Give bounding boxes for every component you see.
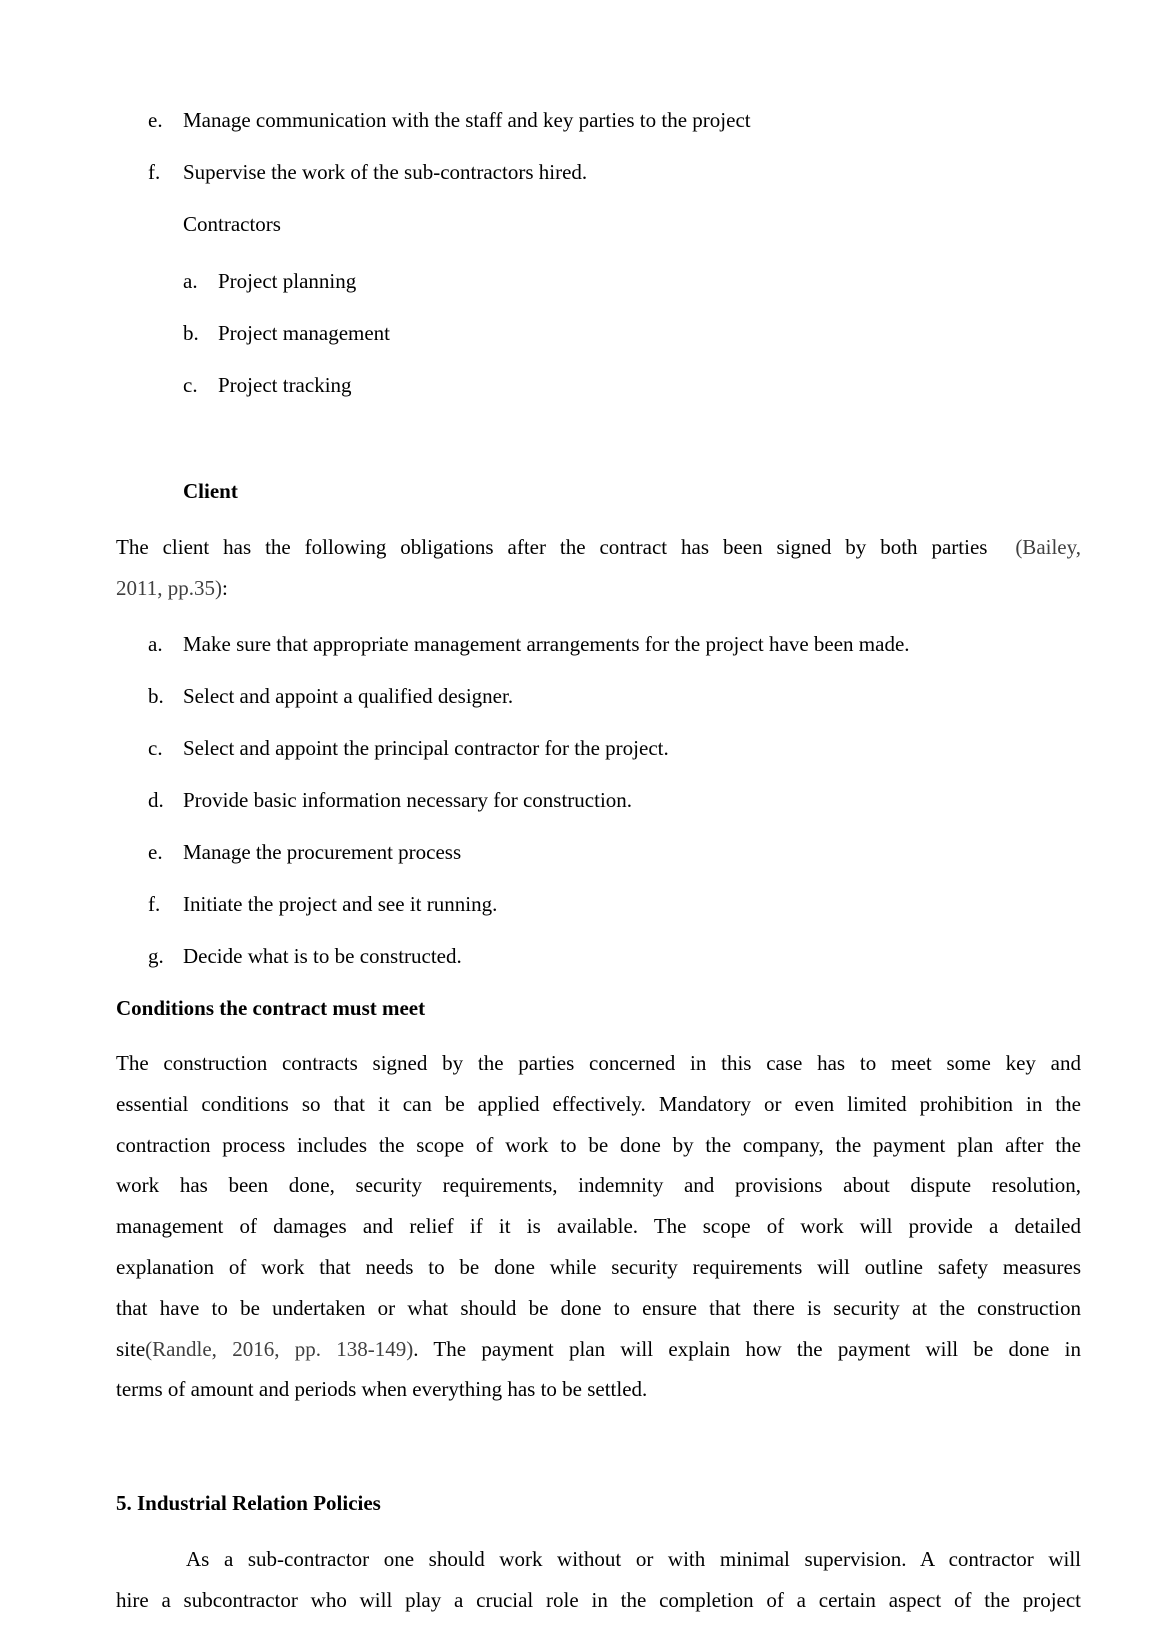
list-marker: f. xyxy=(148,892,161,916)
citation: (Bailey, xyxy=(1015,535,1082,559)
paragraph-line xyxy=(116,568,1081,609)
list-item: Manage communication with the staff and key parties to the project xyxy=(183,108,751,132)
paragraph-line xyxy=(116,1369,1081,1410)
paragraph-line xyxy=(116,1247,1081,1288)
citation: (Randle, 2016, pp. 138-149) xyxy=(145,1336,414,1361)
industrial-paragraph xyxy=(116,1539,1081,1621)
list-item: Provide basic information necessary for construction. xyxy=(183,788,633,812)
list-item: Select and appoint a qualified designer. xyxy=(183,684,514,708)
paragraph-line xyxy=(116,1125,1081,1166)
list-marker: e. xyxy=(148,108,163,132)
list-item: Project tracking xyxy=(218,373,352,397)
paragraph-line xyxy=(116,1288,1081,1329)
list-marker: f. xyxy=(148,160,161,184)
list-item: Project planning xyxy=(218,269,357,293)
paragraph-text: The client has the following obligations after the contract has been signed by both parties xyxy=(116,535,988,559)
list-marker: e. xyxy=(148,840,163,864)
paragraph-text: explanation of work that needs to be done while security requirements will outline safety measures xyxy=(116,1254,1081,1279)
paragraph-text: . The payment plan will explain how the payment will be done in xyxy=(413,1336,1081,1361)
list-item: Select and appoint the principal contractor for the project. xyxy=(183,736,669,760)
paragraph-text: hire a subcontractor who will play a crucial role in the completion of a certain aspect of the project xyxy=(116,1587,1081,1612)
paragraph-text: As a sub-contractor one should work without or with minimal supervision. A contractor will xyxy=(186,1547,1081,1571)
paragraph-text: site xyxy=(116,1336,146,1361)
list-item: Project management xyxy=(218,321,391,345)
paragraph-text: that have to be undertaken or what should be done to ensure that there is security at the construction xyxy=(116,1295,1081,1320)
paragraph-line xyxy=(116,1580,1081,1621)
paragraph-line xyxy=(116,1329,1081,1370)
list-marker: b. xyxy=(183,321,199,345)
paragraph-line xyxy=(116,1206,1081,1247)
paragraph-line xyxy=(116,1043,1081,1084)
conditions-heading: Conditions the contract must meet xyxy=(116,996,426,1020)
list-marker: a. xyxy=(183,269,198,293)
list-item: Decide what is to be constructed. xyxy=(183,944,462,968)
list-item: Manage the procurement process xyxy=(183,840,462,864)
paragraph-text: management of damages and relief if it is available. The scope of work will provide a detailed xyxy=(116,1214,1081,1239)
list-marker: d. xyxy=(148,788,164,812)
paragraph-text: terms of amount and periods when everything has to be settled. xyxy=(116,1377,648,1402)
list-marker: g. xyxy=(148,944,164,968)
list-item: Initiate the project and see it running. xyxy=(183,892,498,916)
citation: 2011, pp.35) xyxy=(116,575,222,600)
list-item: Supervise the work of the sub-contractors hired. xyxy=(183,160,588,184)
paragraph-text: work has been done, security requirements, indemnity and provisions about dispute resolution, xyxy=(116,1173,1081,1198)
section-heading: 5. Industrial Relation Policies xyxy=(116,1491,381,1515)
list-marker: a. xyxy=(148,632,163,656)
paragraph-line xyxy=(116,1539,1081,1580)
client-heading: Client xyxy=(183,479,238,503)
list-marker: c. xyxy=(183,373,198,397)
list-marker: b. xyxy=(148,684,164,708)
paragraph-line xyxy=(116,1165,1081,1206)
paragraph-text: essential conditions so that it can be applied effectively. Mandatory or even limited prohibition in the xyxy=(116,1091,1081,1116)
paragraph-text: The construction contracts signed by the parties concerned in this case has to meet some key and xyxy=(116,1051,1081,1075)
paragraph-line xyxy=(116,527,1081,568)
list-marker: c. xyxy=(148,736,163,760)
paragraph-text: : xyxy=(221,575,228,600)
paragraph-text: contraction process includes the scope of work to be done by the company, the payment plan after the xyxy=(116,1132,1081,1157)
paragraph-line xyxy=(116,1084,1081,1125)
conditions-paragraph xyxy=(116,1043,1081,1410)
client-intro-paragraph xyxy=(116,527,1081,609)
list-item: Make sure that appropriate management arrangements for the project have been made. xyxy=(183,632,910,656)
contractors-heading: Contractors xyxy=(183,212,281,236)
